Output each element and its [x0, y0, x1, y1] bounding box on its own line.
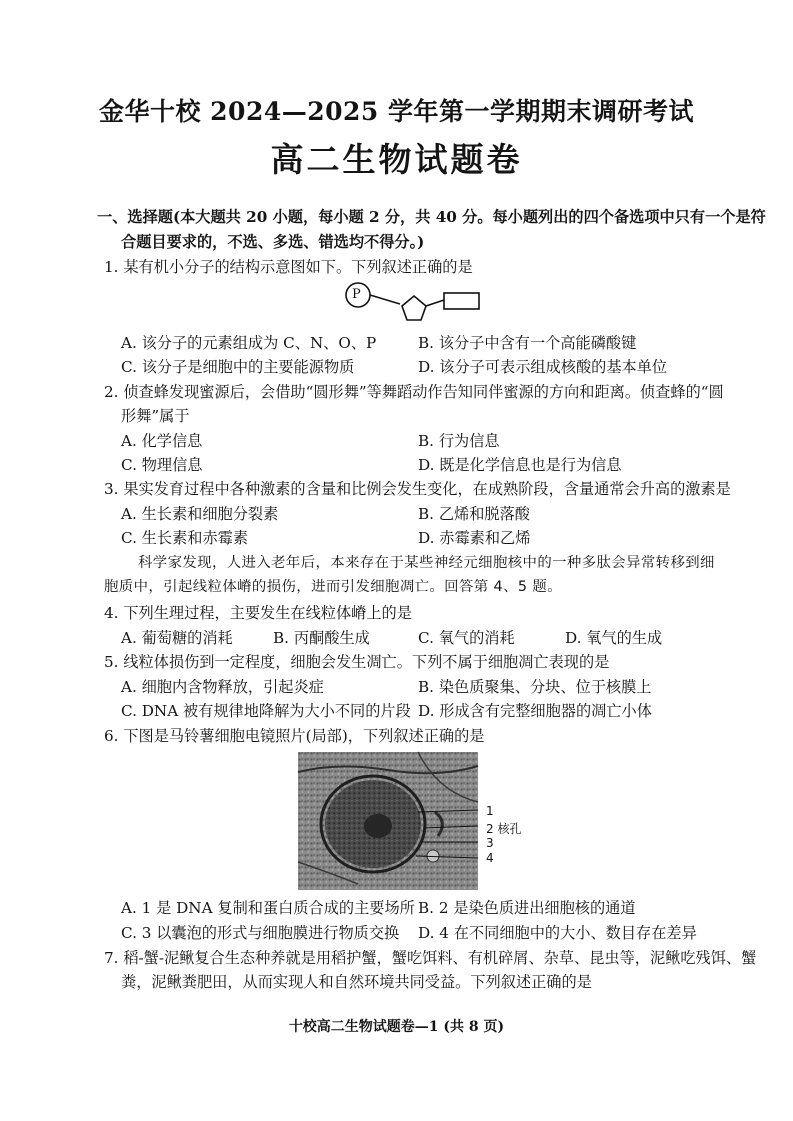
molecule-diagram [340, 282, 485, 324]
q6-option-b: B. 2 是染色质进出细胞核的通道 [418, 899, 636, 917]
micrograph-label-3: 3 [486, 836, 494, 850]
phosphate-label: P [352, 287, 361, 302]
q1-option-c: C. 该分子是细胞中的主要能源物质 [121, 358, 355, 376]
q7-stem-line1: 7. 稻-蟹-泥鳅复合生态种养就是用稻护蟹，蟹吃饵料、有机碎屑、杂草、昆虫等，泥鳅吃残饵、蟹 [104, 949, 757, 967]
q3-option-c: C. 生长素和赤霉素 [121, 529, 249, 547]
page-footer: 十校高二生物试题卷—1 (共 8 页) [288, 1019, 505, 1035]
passage-line1: 科学家发现，人进入老年后，本来存在于某些神经元细胞核中的一种多肽会异常转移到细 [138, 555, 715, 571]
q2-stem-line1: 2. 侦查蜂发现蜜源后，会借助“圆形舞”等舞蹈动作告知同伴蜜源的方向和距离。侦查蜂的“圆 [104, 383, 724, 401]
q5-option-c: C. DNA 被有规律地降解为大小不同的片段 [121, 702, 411, 720]
q6-option-c: C. 3 以囊泡的形式与细胞膜进行物质交换 [121, 924, 400, 942]
q5-option-b: B. 染色质聚集、分块、位于核膜上 [418, 678, 652, 696]
nucleolus [364, 814, 392, 838]
pentose-ring [402, 296, 426, 320]
micrograph-label-1: 1 [486, 804, 494, 818]
q1-stem: 1. 某有机小分子的结构示意图如下。下列叙述正确的是 [104, 258, 473, 276]
bond-sugar-base [426, 300, 444, 306]
q4-option-b: B. 丙酮酸生成 [273, 629, 370, 647]
q4-stem: 4. 下列生理过程，主要发生在线粒体嵴上的是 [104, 604, 412, 622]
q3-option-a: A. 生长素和细胞分裂素 [121, 505, 279, 523]
section-heading-line2: 合题目要求的，不选、多选、错选均不得分。) [121, 233, 425, 251]
micrograph-label-4: 4 [486, 851, 494, 865]
q6-option-d: D. 4 在不同细胞中的大小、数目存在差异 [418, 924, 697, 942]
q2-option-b: B. 行为信息 [418, 432, 500, 450]
q4-option-c: C. 氧气的消耗 [418, 629, 515, 647]
q2-option-d: D. 既是化学信息也是行为信息 [418, 456, 622, 474]
q2-stem-line2: 形舞”属于 [121, 407, 190, 425]
q5-option-a: A. 细胞内含物释放，引起炎症 [121, 678, 324, 696]
q1-option-a: A. 该分子的元素组成为 C、N、O、P [121, 334, 377, 352]
q6-stem: 6. 下图是马铃薯细胞电镜照片(局部)，下列叙述正确的是 [104, 727, 485, 745]
q4-option-d: D. 氧气的生成 [565, 629, 663, 647]
exam-subtitle: 高二生物试题卷 [270, 140, 523, 179]
exam-title: 金华十校 2024—2025 学年第一学期期末调研考试 [98, 97, 695, 126]
q1-option-b: B. 该分子中含有一个高能磷酸键 [418, 334, 637, 352]
q4-option-a: A. 葡萄糖的消耗 [121, 629, 233, 647]
cell-micrograph [298, 752, 478, 890]
q3-option-b: B. 乙烯和脱落酸 [418, 505, 530, 523]
passage-line2: 胞质中，引起线粒体嵴的损伤，进而引发细胞凋亡。回答第 4、5 题。 [104, 579, 562, 595]
q5-stem: 5. 线粒体损伤到一定程度，细胞会发生凋亡。下列不属于细胞凋亡表现的是 [104, 653, 610, 671]
q2-option-c: C. 物理信息 [121, 456, 203, 474]
section-heading-line1: 一、选择题(本大题共 20 小题，每小题 2 分，共 40 分。每小题列出的四个备选项中只有一个是符 [97, 208, 766, 226]
q2-option-a: A. 化学信息 [121, 432, 203, 450]
q6-option-a: A. 1 是 DNA 复制和蛋白质合成的主要场所 [121, 899, 415, 917]
q3-option-d: D. 赤霉素和乙烯 [418, 529, 531, 547]
q7-stem-line2: 粪，泥鳅粪肥田，从而实现人和自然环境共同受益。下列叙述正确的是 [121, 973, 592, 991]
q3-stem: 3. 果实发育过程中各种激素的含量和比例会发生变化，在成熟阶段，含量通常会升高的激素是 [104, 480, 731, 498]
bond-p-sugar [370, 295, 400, 304]
q1-option-d: D. 该分子可表示组成核酸的基本单位 [418, 358, 668, 376]
q5-option-d: D. 形成含有完整细胞器的凋亡小体 [418, 702, 652, 720]
micrograph-label-2: 2 核孔 [486, 822, 522, 836]
base-rectangle [444, 293, 479, 309]
